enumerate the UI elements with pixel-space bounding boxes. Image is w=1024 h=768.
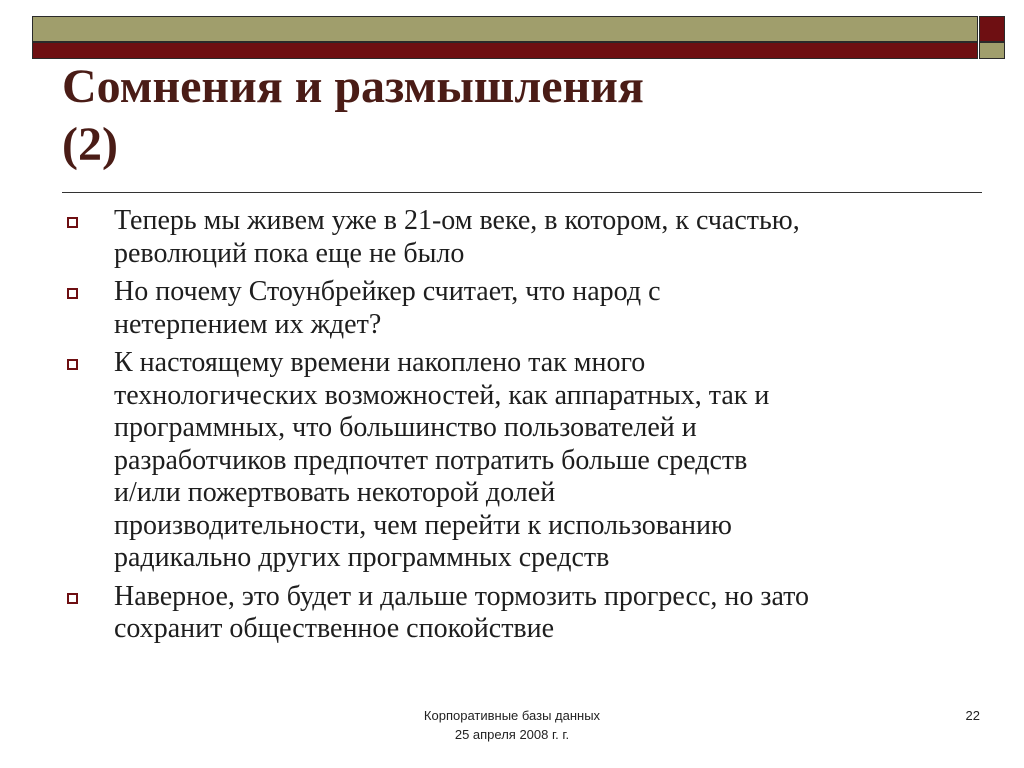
bullet-3-line-2: технологических возможностей, как аппаратных, так и — [114, 379, 770, 411]
title-divider — [62, 192, 982, 193]
footer-course-info — [380, 706, 644, 744]
header-maroon-square — [979, 16, 1005, 42]
bullet-item-3 — [62, 347, 982, 575]
bullet-1-line-1: Теперь мы живем уже в 21-ом веке, в котором, к счастью, — [114, 205, 800, 236]
bullet-3-line-7: радикально других программных средств — [114, 542, 610, 573]
header-maroon-bar — [32, 42, 978, 59]
square-bullet-icon — [67, 359, 78, 370]
bullet-3-line-4: разработчиков предпочтет потратить больше средств — [114, 444, 748, 476]
header-olive-square — [979, 42, 1005, 59]
slide-title-line-1: Сомнения и размышления — [62, 60, 644, 113]
bullet-3-line-6: производительности, чем перейти к использованию — [114, 509, 732, 541]
bullet-3-line-5: и/или пожертвовать некоторой долей — [114, 477, 556, 508]
page-number: 22 — [965, 708, 980, 723]
square-bullet-icon — [67, 217, 78, 228]
header-olive-bar — [32, 16, 978, 42]
square-bullet-icon — [67, 593, 78, 604]
slide-title-line-2: (2) — [62, 118, 118, 171]
bullet-3-line-3: программных, что большинство пользователей и — [114, 412, 697, 443]
bullet-item-2 — [62, 276, 982, 341]
bullet-4-line-2: сохранит общественное спокойствие — [114, 613, 555, 644]
footer-date: 25 апреля 2008 г. г. — [454, 727, 570, 742]
bullet-list — [62, 205, 982, 652]
bullet-2-line-2: нетерпением их ждет? — [114, 308, 382, 340]
bullet-2-line-1: Но почему Стоунбрейкер считает, что народ с — [114, 276, 661, 307]
bullet-item-1 — [62, 205, 982, 270]
bullet-4-line-1: Наверное, это будет и дальше тормозить прогресс, но зато — [114, 580, 810, 612]
bullet-3-line-1: К настоящему времени накоплено так много — [114, 347, 646, 378]
square-bullet-icon — [67, 288, 78, 299]
bullet-1-line-2: революций пока еще не было — [114, 237, 465, 269]
slide-title — [62, 58, 962, 174]
footer-course-title: Корпоративные базы данных — [423, 708, 601, 723]
bullet-item-4 — [62, 581, 982, 646]
